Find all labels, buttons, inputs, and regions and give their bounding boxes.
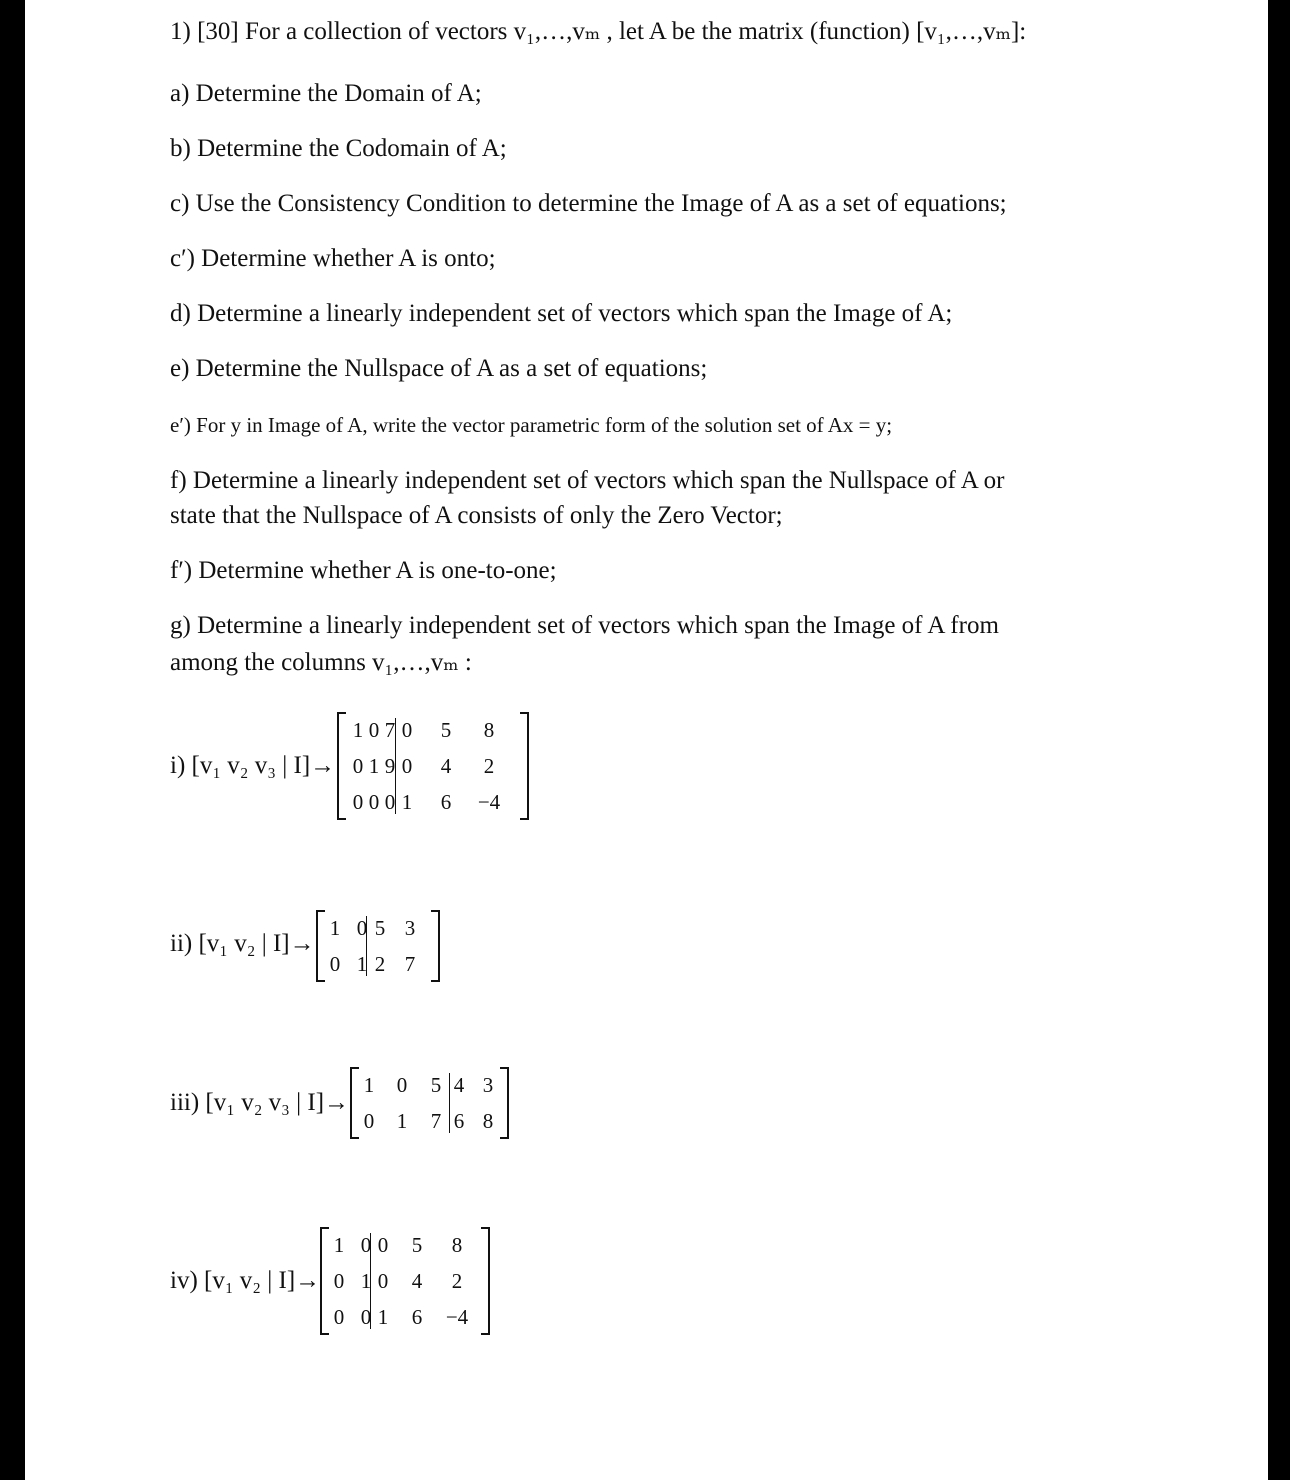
item-f-line2: state that the Nullspace of A consists of only the Zero Vector; [170,502,783,529]
matrix-cell: 0 [329,952,341,976]
matrix-row [322,1227,488,1263]
matrix-row [339,712,527,748]
matrix-cell: 0 [333,1269,345,1293]
matrix-row [339,784,527,820]
matrix-cell: 0 [401,754,413,778]
matrix-row [322,1263,488,1299]
matrix-cell: 3 [482,1073,494,1097]
matrix-cell: 6 [453,1109,465,1133]
matrix-cell: 0 [363,1109,375,1133]
document-page [25,0,1268,1480]
item-f-prime: f′) Determine whether A is one-to-one; [170,557,557,584]
matrix-row [318,946,438,982]
item-e: e) Determine the Nullspace of A as a set of equations; [170,355,708,382]
item-g-line1: g) Determine a linearly independent set of vectors which span the Image of A from [170,612,999,639]
problem-header: 1) [30] For a collection of vectors v₁,…,vₘ , let A be the matrix (function) [v₁,…,vₘ]: [170,18,1027,45]
matrix-cell: 1 [377,1305,389,1329]
matrix-cell: 4 [411,1269,423,1293]
matrix-cell: 0 [396,1073,408,1097]
matrix-iv [320,1227,490,1335]
matrix-ii [316,910,440,982]
matrix-cell: 7 [404,952,416,976]
matrix-cell: 7 [384,718,396,742]
matrix-cell: 8 [482,1109,494,1133]
matrix-cell: 3 [404,916,416,940]
matrix-cell: −4 [445,1305,469,1329]
matrix-row [318,910,438,946]
matrix-cell: 5 [440,718,452,742]
item-b: b) Determine the Codomain of A; [170,135,507,162]
matrix-cell: 5 [430,1073,442,1097]
matrix-cell: 0 [360,1305,372,1329]
matrix-cell: 0 [377,1233,389,1257]
matrix-cell: 1 [356,952,368,976]
matrix-cell: 2 [374,952,386,976]
matrix-row [339,748,527,784]
item-a: a) Determine the Domain of A; [170,80,482,107]
item-e-prime: e′) For y in Image of A, write the vector parametric form of the solution set of Ax = y; [170,413,893,437]
matrix-cell: 0 [356,916,368,940]
matrix-cell: 0 [360,1233,372,1257]
matrix-i [337,712,529,820]
matrix-cell: 0 [401,718,413,742]
matrix-cell: 0 [377,1269,389,1293]
matrix-row [322,1299,488,1335]
matrix-cell: 6 [440,790,452,814]
matrix-cell: 8 [451,1233,463,1257]
matrix-label-ii: ii) [v₁ v₂ | I]→ [170,930,315,957]
matrix-cell: 4 [440,754,452,778]
matrix-iii [350,1067,509,1139]
matrix-cell: 5 [374,916,386,940]
item-f-line1: f) Determine a linearly independent set of vectors which span the Nullspace of A or [170,467,1005,494]
matrix-cell: 1 [363,1073,375,1097]
item-c: c) Use the Consistency Condition to determine the Image of A as a set of equations; [170,190,1007,217]
matrix-cell: 0 [352,790,364,814]
matrix-cell: 1 [396,1109,408,1133]
matrix-cell: 0 [333,1305,345,1329]
matrix-cell: 1 [368,754,380,778]
matrix-label-iii: iii) [v₁ v₂ v₃ | I]→ [170,1089,350,1116]
matrix-label-i: i) [v₁ v₂ v₃ | I]→ [170,752,336,779]
matrix-cell: 1 [360,1269,372,1293]
matrix-cell: 7 [430,1109,442,1133]
item-g-line2: among the columns v₁,…,vₘ : [170,649,472,676]
matrix-cell: 0 [368,790,380,814]
matrix-cell: 8 [483,718,495,742]
matrix-cell: 1 [352,718,364,742]
matrix-cell: 0 [368,718,380,742]
matrix-cell: 9 [384,754,396,778]
matrix-cell: 0 [384,790,396,814]
matrix-row [352,1103,507,1139]
matrix-cell: 2 [483,754,495,778]
matrix-cell: −4 [477,790,501,814]
matrix-cell: 5 [411,1233,423,1257]
matrix-cell: 1 [333,1233,345,1257]
item-c-prime: c′) Determine whether A is onto; [170,245,496,272]
matrix-cell: 2 [451,1269,463,1293]
matrix-row [352,1067,507,1103]
matrix-cell: 6 [411,1305,423,1329]
matrix-label-iv: iv) [v₁ v₂ | I]→ [170,1267,321,1294]
matrix-cell: 0 [352,754,364,778]
matrix-cell: 1 [401,790,413,814]
matrix-cell: 1 [329,916,341,940]
item-d: d) Determine a linearly independent set of vectors which span the Image of A; [170,300,953,327]
matrix-cell: 4 [453,1073,465,1097]
